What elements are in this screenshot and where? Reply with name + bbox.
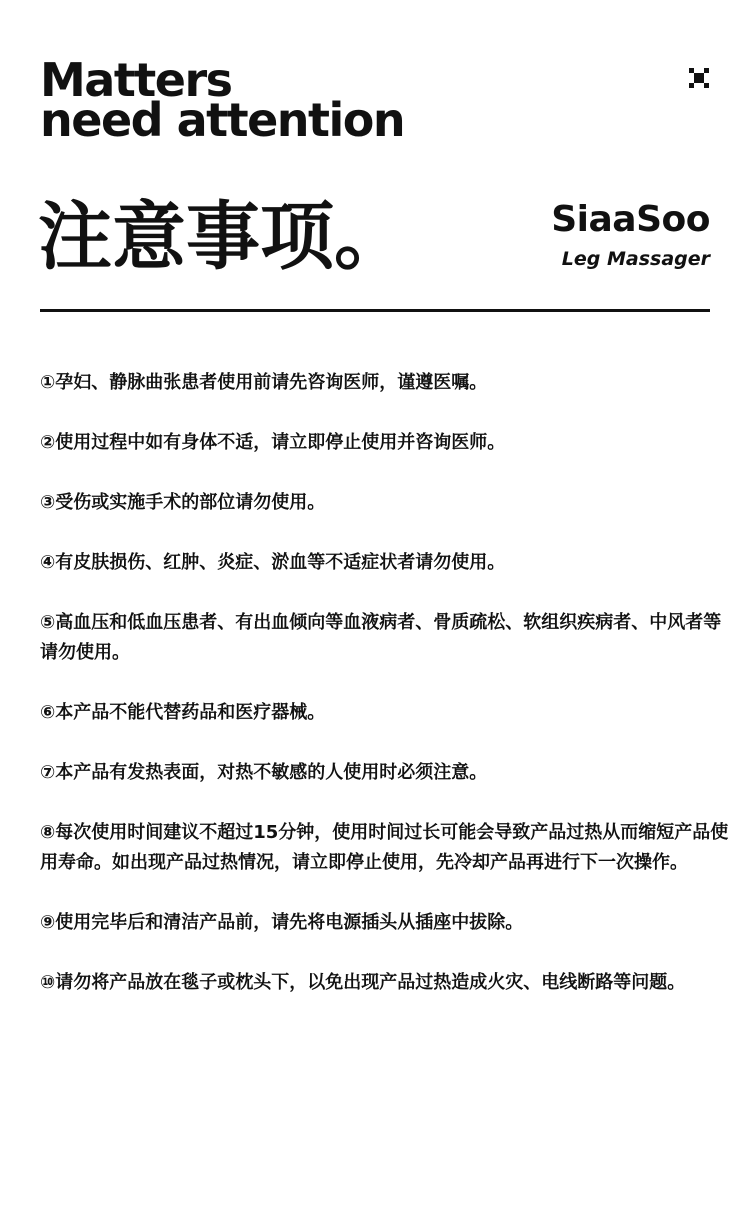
note-item: ⑨使用完毕后和清洁产品前，请先将电源插头从插座中拔除。 [40,912,524,933]
divider [40,309,710,312]
note-item: ②使用过程中如有身体不适，请立即停止使用并咨询医师。 [40,432,506,453]
brand-block [551,198,710,272]
note-item: ⑤高血压和低血压患者、有出血倾向等血液病者、骨质疏松、软组织疾病者、中风者等请勿使用。 [40,612,722,663]
checker-x-icon [689,68,709,88]
header [40,53,710,147]
english-title-line-1: Matters [40,53,232,107]
english-title-line-2: need attention [40,93,405,147]
note-item: ④有皮肤损伤、红肿、炎症、淤血等不适症状者请勿使用。 [40,552,506,573]
note-item: ①孕妇、静脉曲张患者使用前请先咨询医师，谨遵医嘱。 [40,372,488,393]
note-item: ⑧每次使用时间建议不超过15分钟，使用时间过长可能会导致产品过热从而缩短产品使用寿命。如出现产品过热情况，请立即停止使用，先冷却产品再进行下一次操作。 [40,822,729,873]
note-item: ⑥本产品不能代替药品和医疗器械。 [40,702,326,723]
english-title [40,53,710,147]
brand-subtitle: Leg Massager [561,248,710,270]
note-item: ⑦本产品有发热表面，对热不敏感的人使用时必须注意。 [40,762,488,783]
note-item: ⑩请勿将产品放在毯子或枕头下，以免出现产品过热造成火灾、电线断路等问题。 [40,972,686,993]
notes-list [40,368,730,1028]
brand-name: SiaaSoo [551,199,710,240]
chinese-title: 注意事项。 [38,194,408,280]
note-item: ③受伤或实施手术的部位请勿使用。 [40,492,326,513]
